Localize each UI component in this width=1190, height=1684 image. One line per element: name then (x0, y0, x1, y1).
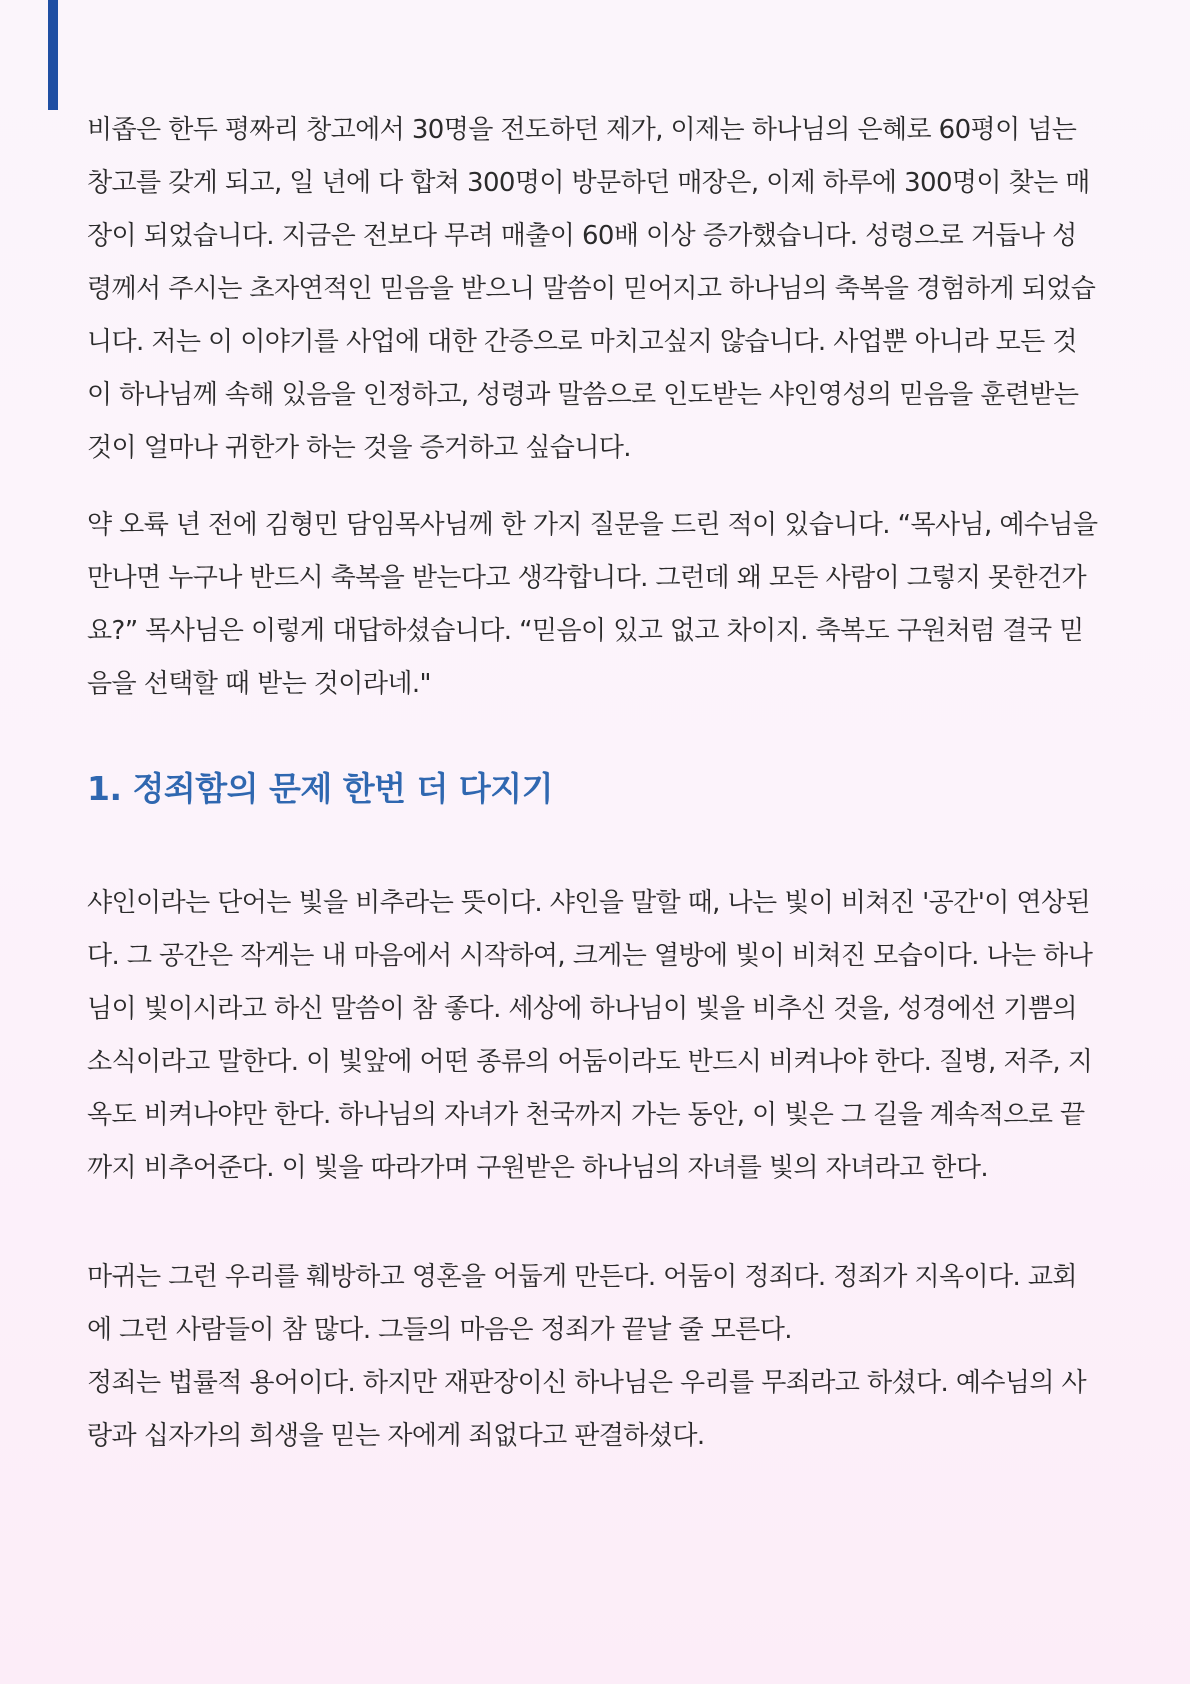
spacer (87, 711, 1107, 767)
document-body (87, 104, 1107, 1463)
text-line: 님이 빛이시라고 하신 말씀이 참 좋다. 세상에 하나님이 빛을 비추신 것을, 성경에선 기쁨의 (87, 994, 1077, 1024)
text-line: 령께서 주시는 초자연적인 믿음을 받으니 말씀이 믿어지고 하나님의 축복을 경험하게 되었습 (87, 274, 1096, 304)
text-line: 정죄는 법률적 용어이다. 하지만 재판장이신 하나님은 우리를 무죄라고 하셨다. 예수님의 사 (87, 1368, 1087, 1398)
text-line: 까지 비추어준다. 이 빛을 따라가며 구원받은 하나님의 자녀를 빛의 자녀라고 한다. (87, 1153, 989, 1183)
text-line: 에 그런 사람들이 참 많다. 그들의 마음은 정죄가 끝날 줄 모른다. (87, 1315, 792, 1345)
spacer (87, 811, 1107, 877)
text-line: 요?” 목사님은 이렇게 대답하셨습니다. “믿음이 있고 없고 차이지. 축복도 구원처럼 결국 믿 (87, 616, 1084, 646)
accent-bar (48, 0, 58, 110)
text-line: 약 오륙 년 전에 김형민 담임목사님께 한 가지 질문을 드린 적이 있습니다. “목사님, 예수님을 (87, 510, 1098, 540)
paragraph-testimony (87, 104, 1107, 475)
text-line: 마귀는 그런 우리를 훼방하고 영혼을 어둡게 만든다. 어둠이 정죄다. 정죄가 지옥이다. 교회 (87, 1262, 1077, 1292)
text-line: 이 하나님께 속해 있음을 인정하고, 성령과 말씀으로 인도받는 샤인영성의 믿음을 훈련받는 (87, 380, 1079, 410)
text-line: 소식이라고 말한다. 이 빛앞에 어떤 종류의 어둠이라도 반드시 비켜나야 한다. 질병, 저주, 지 (87, 1047, 1093, 1077)
text-line: 랑과 십자가의 희생을 믿는 자에게 죄없다고 판결하셨다. (87, 1421, 705, 1451)
text-line: 음을 선택할 때 받는 것이라네." (87, 669, 431, 699)
paragraph-question (87, 499, 1107, 711)
text-line: 샤인이라는 단어는 빛을 비추라는 뜻이다. 샤인을 말할 때, 나는 빛이 비쳐진 '공간'이 연상된 (87, 888, 1090, 918)
text-line: 것이 얼마나 귀한가 하는 것을 증거하고 싶습니다. (87, 433, 631, 463)
paragraph-shine-meaning (87, 877, 1107, 1195)
text-line: 비좁은 한두 평짜리 창고에서 30명을 전도하던 제가, 이제는 하나님의 은혜로 60평이 넘는 (87, 115, 1077, 145)
text-line: 장이 되었습니다. 지금은 전보다 무려 매출이 60배 이상 증가했습니다. 성령으로 거듭나 성 (87, 221, 1077, 251)
text-line: 만나면 누구나 반드시 축복을 받는다고 생각합니다. 그런데 왜 모든 사람이 그렇지 못한건가 (87, 563, 1087, 593)
paragraph-condemnation (87, 1251, 1107, 1463)
text-line: 옥도 비켜나야만 한다. 하나님의 자녀가 천국까지 가는 동안, 이 빛은 그 길을 계속적으로 끝 (87, 1100, 1085, 1130)
text-line: 창고를 갖게 되고, 일 년에 다 합쳐 300명이 방문하던 매장은, 이제 하루에 300명이 찾는 매 (87, 168, 1090, 198)
spacer (87, 1195, 1107, 1251)
spacer (87, 475, 1107, 499)
text-line: 니다. 저는 이 이야기를 사업에 대한 간증으로 마치고싶지 않습니다. 사업뿐 아니라 모든 것 (87, 327, 1077, 357)
section-heading: 1. 정죄함의 문제 한번 더 다지기 (87, 769, 553, 808)
text-line: 다. 그 공간은 작게는 내 마음에서 시작하여, 크게는 열방에 빛이 비쳐진 모습이다. 나는 하나 (87, 941, 1093, 971)
